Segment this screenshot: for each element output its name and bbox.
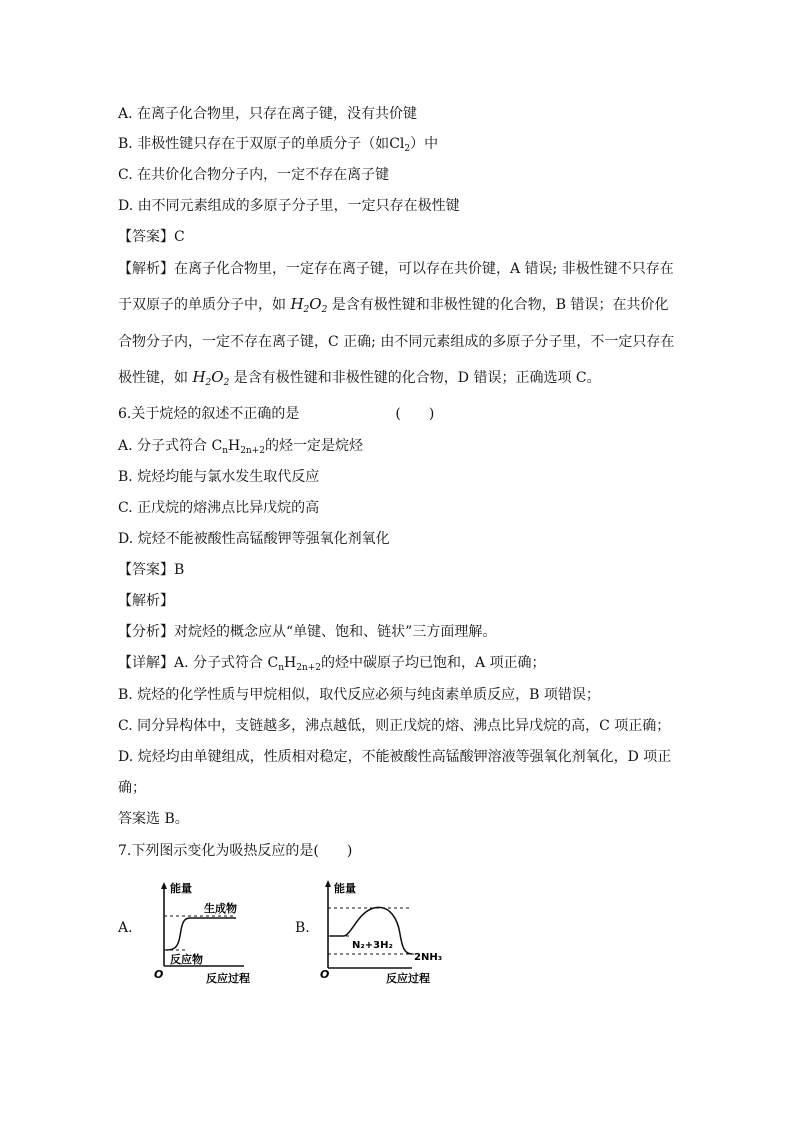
q7-diagram-b (318, 876, 448, 988)
q6-stem: 6.关于烷烃的叙述不正确的是 ( ) (118, 406, 435, 422)
diag-b-product-label: 2NH₃ (414, 952, 443, 963)
diag-a-ylabel: 能量 (170, 882, 192, 895)
q5-analysis-line-2: 于双原子的单质分子中，如 $H_2O_2$ 是含有极性键和非极性键的化合物，B 错误；在共价化 (118, 295, 669, 315)
diag-a-xlabel: 反应过程 (206, 972, 250, 985)
q6-option-c: C. 正戊烷的熔沸点比异戊烷的高 (118, 500, 320, 516)
q7-diagram-a (148, 878, 268, 988)
q7-option-b-label: B. (295, 920, 310, 936)
q7-option-a-label: A. (118, 920, 133, 936)
q6-detail-b: B. 烷烃的化学性质与甲烷相似，取代反应必须与纯卤素单质反应，B 项错误； (118, 687, 600, 703)
q6-detail-c: C. 同分异构体中，支链越多，沸点越低，则正戊烷的熔、沸点比异戊烷的高，C 项正确； (118, 718, 671, 734)
q6-fenxi: 【分析】对烷烃的概念应从“单键、饱和、链状”三方面理解。 (118, 624, 497, 640)
q6-option-a: A. 分子式符合 $C_nH_{2n+2}$的烃一定是烷烃 (118, 438, 363, 456)
q5-analysis-line-3: 合物分子内，一定不存在离子键，C 正确; 由不同元素组成的多原子分子里，不一定只存在 (118, 334, 675, 350)
diag-b-reactant-label: N₂+3H₂ (352, 940, 393, 951)
q7-stem: 7.下列图示变化为吸热反应的是( ) (118, 843, 353, 859)
q6-answer: 【答案】B (118, 562, 185, 578)
q6-detail-d-1: D. 烷烃均由单键组成，性质相对稳定，不能被酸性高锰酸钾溶液等强氧化剂氧化，D 项正 (118, 749, 672, 765)
q6-option-d: D. 烷烃不能被酸性高锰酸钾等强氧化剂氧化 (118, 531, 390, 547)
q5-analysis-line-4: 极性键，如 $H_2O_2$ 是含有极性键和非极性键的化合物，D 错误；正确选项 C。 (118, 368, 601, 388)
diag-b-origin: O (320, 968, 330, 981)
q6-analysis-head: 【解析】 (118, 593, 174, 609)
q5-option-c: C. 在共价化合物分子内，一定不存在离子键 (118, 167, 390, 183)
diag-b-xlabel: 反应过程 (386, 972, 430, 985)
diag-a-origin: O (154, 968, 164, 981)
diag-b-ylabel: 能量 (334, 882, 356, 895)
diag-a-reactant-label: 反应物 (170, 953, 203, 966)
q5-option-d: D. 由不同元素组成的多原子分子里，一定只存在极性键 (118, 198, 460, 214)
q6-final-answer: 答案选 B。 (118, 811, 189, 827)
formula-h2o2: $H_2O_2$ (290, 295, 328, 315)
q5-option-a: A. 在离子化合物里，只存在离子键，没有共价键 (118, 106, 418, 122)
q6-option-b: B. 烷烃均能与氯水发生取代反应 (118, 469, 320, 485)
q6-detail-d-2: 确； (118, 780, 146, 796)
q5-option-b: B. 非极性键只存在于双原子的单质分子（如$Cl_2$）中 (118, 136, 439, 154)
diag-a-product-label: 生成物 (204, 902, 237, 915)
formula-h2o2: $H_2O_2$ (192, 368, 230, 388)
q6-xiangjie: 【详解】A. 分子式符合 $C_nH_{2n+2}$的烃中碳原子均已饱和，A 项正确； (118, 655, 546, 673)
q5-answer: 【答案】C (118, 229, 185, 245)
q5-analysis-line-1: 【解析】在离子化合物里，一定存在离子键，可以存在共价键，A 错误; 非极性键不只存在 (118, 261, 674, 277)
